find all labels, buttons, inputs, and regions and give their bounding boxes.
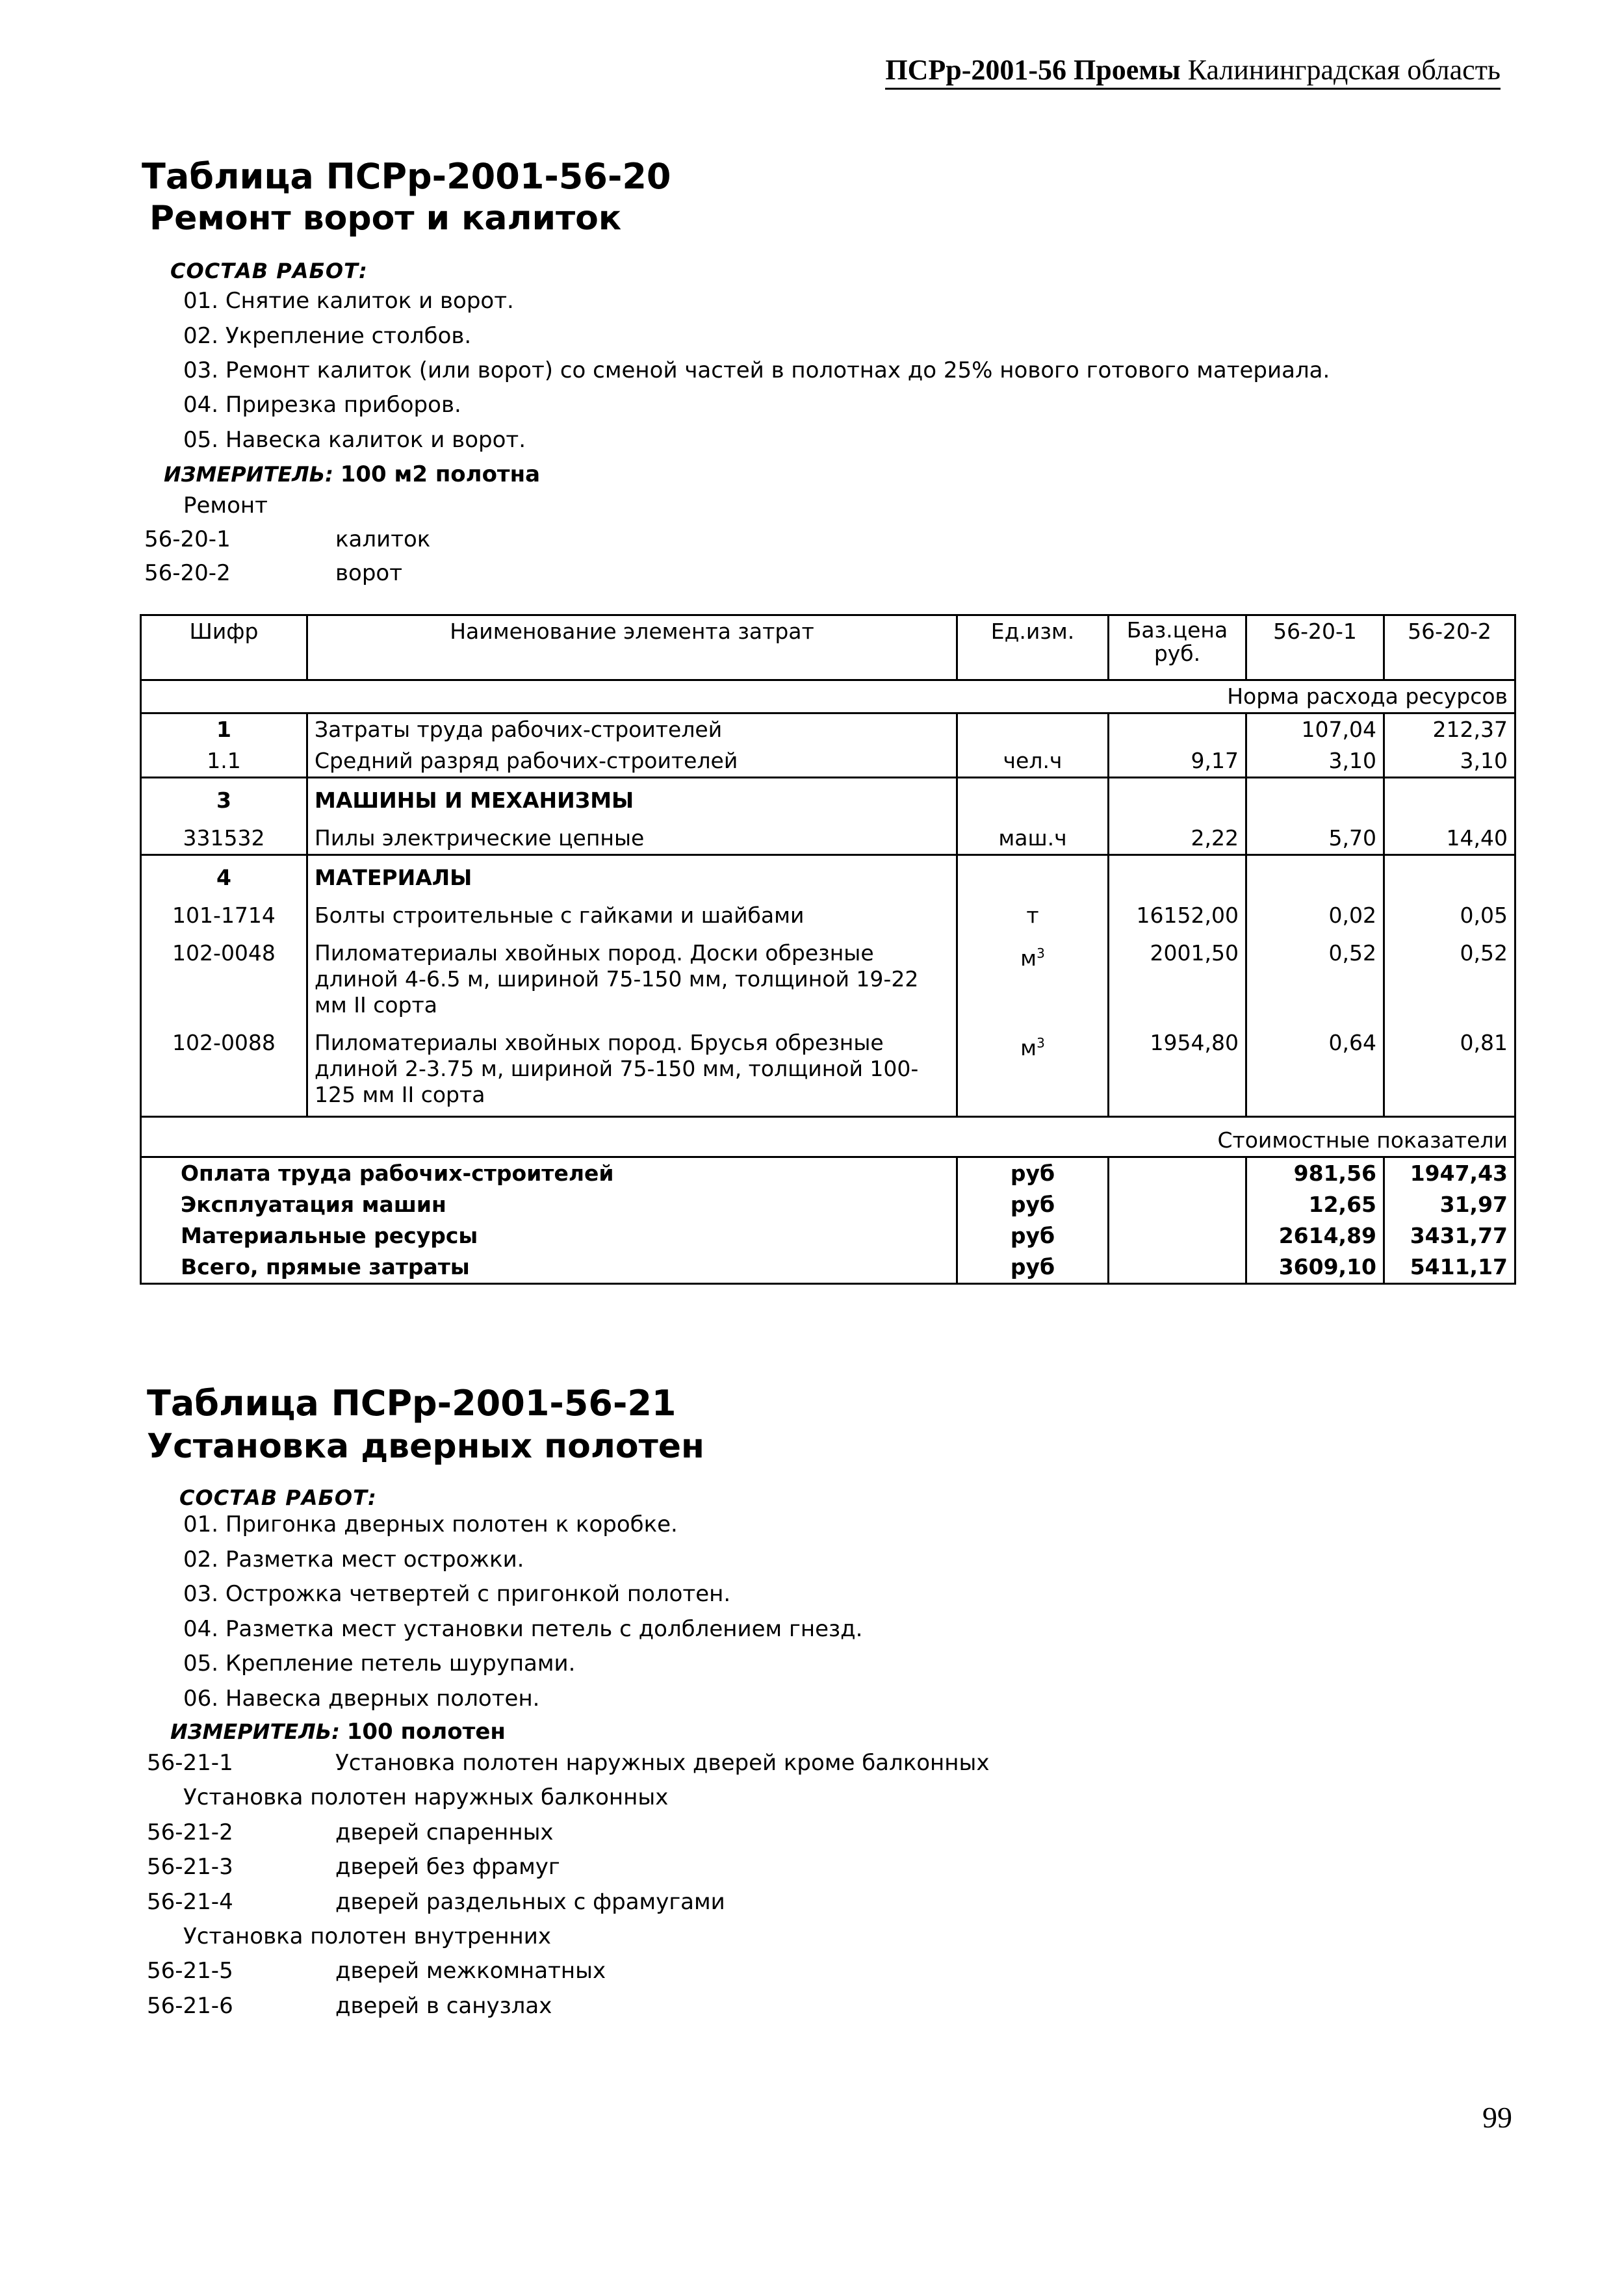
table20-code-1-name: калиток bbox=[335, 526, 431, 552]
table21-code-5: 56-21-5 bbox=[147, 1958, 233, 1984]
table21-code-4-name: дверей раздельных с фрамугами bbox=[335, 1889, 725, 1915]
col-header-unit: Ед.изм. bbox=[957, 615, 1109, 680]
row-code: 3 bbox=[141, 778, 307, 817]
table21-code-1: 56-21-1 bbox=[147, 1750, 233, 1776]
col-header-56-20-1: 56-20-1 bbox=[1246, 615, 1384, 680]
row-value-1: 107,04 bbox=[1246, 713, 1384, 746]
table21-work-4: 04. Разметка мест установки петель с долблением гнезд. bbox=[183, 1616, 863, 1642]
row-unit bbox=[957, 855, 1109, 894]
norma-row bbox=[141, 680, 1515, 713]
table21-work-5: 05. Крепление петель шурупами. bbox=[183, 1650, 576, 1676]
table20-work-3: 03. Ремонт калиток (или ворот) со сменой частей в полотнах до 25% нового готового материала. bbox=[183, 357, 1330, 383]
row-name: МАТЕРИАЛЫ bbox=[307, 855, 957, 894]
table-header-row bbox=[141, 615, 1515, 680]
table-row bbox=[141, 745, 1515, 778]
table21-izm-value: 100 полотен bbox=[346, 1719, 506, 1745]
header-code: ПСРр-2001-56 bbox=[885, 54, 1067, 86]
summary-row bbox=[141, 1189, 1515, 1220]
table21-code-6: 56-21-6 bbox=[147, 1993, 233, 2019]
table-row bbox=[141, 855, 1515, 894]
row-name: Пилы электрические цепные bbox=[307, 816, 957, 855]
table-row bbox=[141, 778, 1515, 817]
summary-price bbox=[1109, 1189, 1246, 1220]
row-value-1 bbox=[1246, 855, 1384, 894]
table-row bbox=[141, 1021, 1515, 1117]
row-unit: маш.ч bbox=[957, 816, 1109, 855]
table21-work-2: 02. Разметка мест острожки. bbox=[183, 1547, 524, 1573]
row-unit bbox=[957, 931, 1109, 1021]
row-value-2: 212,37 bbox=[1384, 713, 1515, 746]
summary-name: Всего, прямые затраты bbox=[141, 1252, 957, 1284]
row-name: Затраты труда рабочих-строителей bbox=[307, 713, 957, 746]
row-name: МАШИНЫ И МЕХАНИЗМЫ bbox=[307, 778, 957, 817]
row-unit bbox=[957, 778, 1109, 817]
row-value-2: 0,81 bbox=[1384, 1021, 1515, 1117]
row-code: 1 bbox=[141, 713, 307, 746]
table21-code-3: 56-21-3 bbox=[147, 1854, 233, 1880]
table21-code-2-name: дверей спаренных bbox=[335, 1819, 554, 1845]
summary-row bbox=[141, 1220, 1515, 1252]
summary-value-2: 1947,43 bbox=[1384, 1157, 1515, 1190]
row-unit: т bbox=[957, 893, 1109, 931]
table21-title: Таблица ПСРр-2001-56-21 bbox=[147, 1383, 677, 1424]
summary-name: Оплата труда рабочих-строителей bbox=[141, 1157, 957, 1190]
table20-work-2: 02. Укрепление столбов. bbox=[183, 323, 472, 349]
table21-work-6: 06. Навеска дверных полотен. bbox=[183, 1686, 540, 1712]
table20-group: Ремонт bbox=[183, 493, 268, 519]
norma-label: Норма расхода ресурсов bbox=[141, 680, 1515, 713]
col-header-name: Наименование элемента затрат bbox=[307, 615, 957, 680]
table-row bbox=[141, 713, 1515, 746]
table-row bbox=[141, 816, 1515, 855]
row-code: 1.1 bbox=[141, 745, 307, 778]
row-price bbox=[1109, 713, 1246, 746]
table20-izm-label: ИЗМЕРИТЕЛЬ: bbox=[164, 462, 333, 487]
summary-unit: руб bbox=[957, 1252, 1109, 1284]
summary-price bbox=[1109, 1252, 1246, 1284]
table-row bbox=[141, 931, 1515, 1021]
summary-value-2: 5411,17 bbox=[1384, 1252, 1515, 1284]
stoim-row bbox=[141, 1117, 1515, 1157]
table21-work-3: 03. Острожка четвертей с пригонкой полотен. bbox=[183, 1581, 731, 1607]
table21-code-2: 56-21-2 bbox=[147, 1819, 233, 1845]
header-section: Проемы bbox=[1074, 54, 1181, 86]
summary-unit: руб bbox=[957, 1220, 1109, 1252]
table21-code-1-name: Установка полотен наружных дверей кроме балконных bbox=[335, 1750, 990, 1776]
summary-row bbox=[141, 1252, 1515, 1284]
table20-work-1: 01. Снятие калиток и ворот. bbox=[183, 288, 514, 314]
row-unit: чел.ч bbox=[957, 745, 1109, 778]
col-header-56-20-2: 56-20-2 bbox=[1384, 615, 1515, 680]
table20-izmeritel bbox=[164, 461, 540, 487]
table21-code-4: 56-21-4 bbox=[147, 1889, 233, 1915]
col-header-price: Баз.цена руб. bbox=[1109, 615, 1246, 680]
table20-work-4: 04. Прирезка приборов. bbox=[183, 392, 461, 418]
row-name: Средний разряд рабочих-строителей bbox=[307, 745, 957, 778]
row-value-2: 0,52 bbox=[1384, 931, 1515, 1021]
row-code: 4 bbox=[141, 855, 307, 894]
table21-code-6-name: дверей в санузлах bbox=[335, 1993, 552, 2019]
table21-code-3-name: дверей без фрамуг bbox=[335, 1854, 560, 1880]
table21-subtitle: Установка дверных полотен bbox=[147, 1427, 704, 1466]
row-price: 9,17 bbox=[1109, 745, 1246, 778]
unit-text: м bbox=[1020, 945, 1037, 971]
row-value-1 bbox=[1246, 778, 1384, 817]
summary-price bbox=[1109, 1220, 1246, 1252]
table21-work-1: 01. Пригонка дверных полотен к коробке. bbox=[183, 1511, 678, 1537]
row-name: Пиломатериалы хвойных пород. Доски обрезные длиной 4-6.5 м, шириной 75-150 мм, толщиной 19-22 мм II сорта bbox=[307, 931, 957, 1021]
row-price: 1954,80 bbox=[1109, 1021, 1246, 1117]
summary-unit: руб bbox=[957, 1157, 1109, 1190]
row-price bbox=[1109, 855, 1246, 894]
row-value-1: 0,02 bbox=[1246, 893, 1384, 931]
stoim-label: Стоимостные показатели bbox=[141, 1117, 1515, 1157]
table20-subtitle: Ремонт ворот и калиток bbox=[149, 199, 622, 238]
table21-code-5-name: дверей межкомнатных bbox=[335, 1958, 606, 1984]
running-header bbox=[885, 53, 1501, 90]
row-price: 2001,50 bbox=[1109, 931, 1246, 1021]
summary-unit: руб bbox=[957, 1189, 1109, 1220]
row-name: Болты строительные с гайками и шайбами bbox=[307, 893, 957, 931]
unit-text: м bbox=[1020, 1035, 1037, 1060]
row-code: 331532 bbox=[141, 816, 307, 855]
summary-value-2: 31,97 bbox=[1384, 1189, 1515, 1220]
row-unit bbox=[957, 1021, 1109, 1117]
row-value-2: 3,10 bbox=[1384, 745, 1515, 778]
unit-sup: 3 bbox=[1037, 1035, 1045, 1051]
table21-izm-label: ИЗМЕРИТЕЛЬ: bbox=[170, 1719, 340, 1744]
table20-title: Таблица ПСРр-2001-56-20 bbox=[142, 156, 671, 197]
row-name: Пиломатериалы хвойных пород. Брусья обрезные длиной 2-3.75 м, шириной 75-150 мм, толщиной 100-125 мм II сорта bbox=[307, 1021, 957, 1117]
summary-value-1: 12,65 bbox=[1246, 1189, 1384, 1220]
row-price: 16152,00 bbox=[1109, 893, 1246, 931]
summary-value-1: 2614,89 bbox=[1246, 1220, 1384, 1252]
resource-table bbox=[140, 614, 1516, 1285]
row-price: 2,22 bbox=[1109, 816, 1246, 855]
summary-value-1: 3609,10 bbox=[1246, 1252, 1384, 1284]
table20-work-5: 05. Навеска калиток и ворот. bbox=[183, 427, 526, 453]
table21-izmeritel bbox=[170, 1719, 506, 1745]
table20-izm-value: 100 м2 полотна bbox=[340, 461, 541, 487]
col-header-code: Шифр bbox=[141, 615, 307, 680]
table21-sostav-label: СОСТАВ РАБОТ: bbox=[179, 1485, 377, 1510]
row-price bbox=[1109, 778, 1246, 817]
header-region: Калининградская область bbox=[1187, 54, 1501, 86]
row-unit bbox=[957, 713, 1109, 746]
page-number: 99 bbox=[1482, 2101, 1512, 2134]
summary-name: Материальные ресурсы bbox=[141, 1220, 957, 1252]
summary-value-2: 3431,77 bbox=[1384, 1220, 1515, 1252]
row-code: 102-0088 bbox=[141, 1021, 307, 1117]
row-value-1: 3,10 bbox=[1246, 745, 1384, 778]
table21-group-1: Установка полотен наружных балконных bbox=[183, 1784, 669, 1810]
summary-price bbox=[1109, 1157, 1246, 1190]
table20-code-1: 56-20-1 bbox=[144, 526, 231, 552]
row-value-2: 0,05 bbox=[1384, 893, 1515, 931]
row-code: 102-0048 bbox=[141, 931, 307, 1021]
row-value-1: 0,64 bbox=[1246, 1021, 1384, 1117]
row-value-2: 14,40 bbox=[1384, 816, 1515, 855]
table21-group-2: Установка полотен внутренних bbox=[183, 1923, 551, 1949]
row-value-1: 0,52 bbox=[1246, 931, 1384, 1021]
unit-sup: 3 bbox=[1037, 945, 1045, 961]
row-code: 101-1714 bbox=[141, 893, 307, 931]
table-row bbox=[141, 893, 1515, 931]
table20-code-2: 56-20-2 bbox=[144, 560, 231, 586]
summary-value-1: 981,56 bbox=[1246, 1157, 1384, 1190]
table20-sostav-label: СОСТАВ РАБОТ: bbox=[170, 259, 368, 283]
summary-name: Эксплуатация машин bbox=[141, 1189, 957, 1220]
row-value-2 bbox=[1384, 778, 1515, 817]
row-value-1: 5,70 bbox=[1246, 816, 1384, 855]
summary-row bbox=[141, 1157, 1515, 1190]
row-value-2 bbox=[1384, 855, 1515, 894]
table20-code-2-name: ворот bbox=[335, 560, 403, 586]
